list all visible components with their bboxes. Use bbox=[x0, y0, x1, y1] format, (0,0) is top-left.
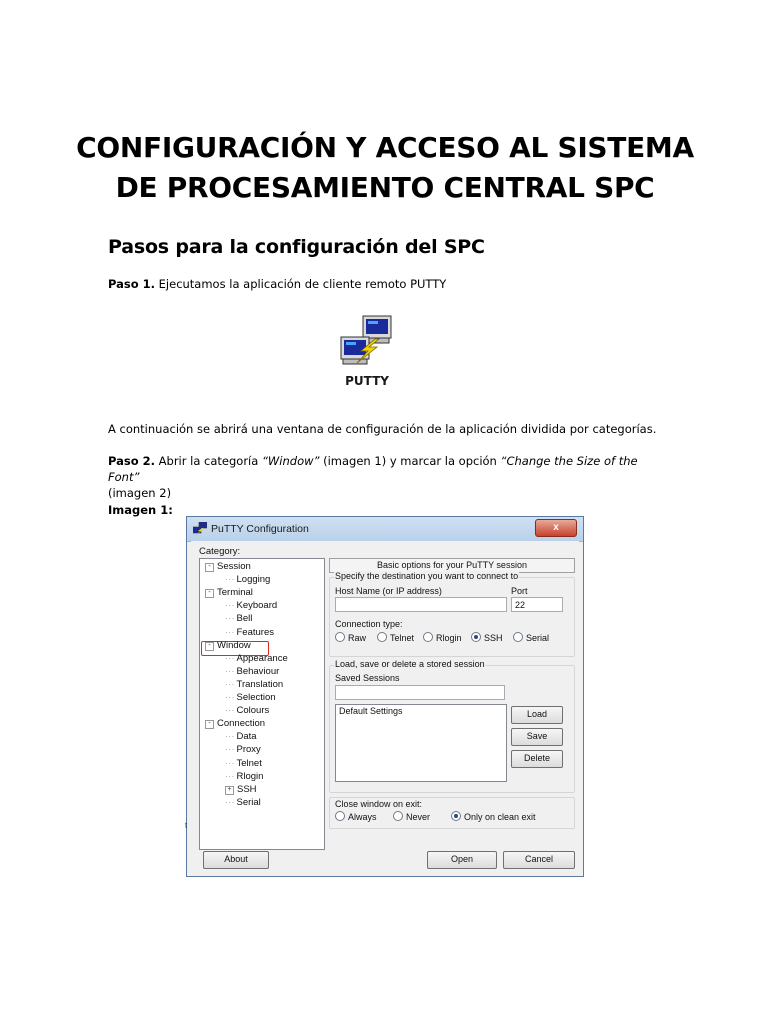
window-titlebar[interactable] bbox=[187, 517, 583, 542]
radio-label: Raw bbox=[348, 633, 367, 643]
delete-button[interactable]: Delete bbox=[511, 750, 563, 768]
radio-label: Never bbox=[406, 812, 431, 822]
radio-dot bbox=[451, 811, 461, 821]
expand-icon[interactable]: + bbox=[225, 786, 234, 795]
radio-dot bbox=[513, 632, 523, 642]
tree-connector: ··· bbox=[225, 731, 235, 743]
tree-item-behaviour[interactable] bbox=[225, 666, 279, 678]
tree-item-label: Session bbox=[217, 561, 251, 572]
destination-group-label: Specify the destination you want to connect to bbox=[335, 571, 519, 581]
radio-dot bbox=[335, 811, 345, 821]
open-button[interactable]: Open bbox=[427, 851, 497, 869]
step-2-text-1: Abrir la categoría bbox=[155, 454, 262, 468]
image-1-label: Imagen 1: bbox=[108, 503, 173, 517]
tree-connector: ··· bbox=[225, 600, 235, 612]
collapse-icon[interactable]: - bbox=[205, 642, 214, 651]
putty-small-icon bbox=[193, 522, 207, 535]
radio-dot bbox=[393, 811, 403, 821]
step-2-option-term: “Change the Size of the Font” bbox=[108, 454, 638, 484]
tree-item-label: Proxy bbox=[236, 744, 261, 756]
tree-item-telnet[interactable] bbox=[225, 758, 262, 770]
tree-item-label: Features bbox=[236, 626, 274, 638]
section-heading: Pasos para la configuración del SPC bbox=[108, 236, 485, 258]
tree-item-label: Colours bbox=[236, 705, 270, 717]
about-button[interactable]: About bbox=[203, 851, 269, 869]
port-label: Port bbox=[511, 586, 528, 596]
window-title: PuTTY Configuration bbox=[211, 523, 309, 535]
radio-dot bbox=[471, 632, 481, 642]
connection-radio-telnet[interactable] bbox=[377, 632, 414, 643]
tree-item-translation[interactable] bbox=[225, 679, 283, 691]
tree-item-label: SSH bbox=[237, 783, 257, 795]
collapse-icon[interactable]: - bbox=[205, 720, 214, 729]
tree-connector: ··· bbox=[225, 626, 235, 638]
tree-item-ssh[interactable] bbox=[225, 784, 257, 796]
radio-label: SSH bbox=[484, 633, 503, 643]
category-tree[interactable] bbox=[199, 558, 325, 850]
tree-item-label: Window bbox=[217, 639, 251, 651]
continuation-paragraph: A continuación se abrirá una ventana de configuración de la aplicación dividida por categorías. bbox=[108, 422, 657, 436]
load-button[interactable]: Load bbox=[511, 706, 563, 724]
tree-item-connection[interactable] bbox=[205, 718, 265, 730]
step-2-text-2: (imagen 1) y marcar la opción bbox=[319, 454, 501, 468]
close-button[interactable]: x bbox=[535, 519, 577, 537]
sessions-group-label: Load, save or delete a stored session bbox=[335, 659, 485, 669]
port-input[interactable]: 22 bbox=[511, 597, 563, 612]
tree-connector: ··· bbox=[225, 678, 235, 690]
radio-dot bbox=[423, 632, 433, 642]
tree-connector: ··· bbox=[225, 613, 235, 625]
tree-connector: ··· bbox=[225, 574, 235, 586]
title-line-1: CONFIGURACIÓN Y ACCESO AL SISTEMA bbox=[76, 131, 694, 164]
radio-label: Telnet bbox=[390, 633, 415, 643]
tree-item-colours[interactable] bbox=[225, 705, 269, 717]
tree-connector: ··· bbox=[225, 744, 235, 756]
tree-item-label: Behaviour bbox=[236, 665, 280, 677]
radio-label: Only on clean exit bbox=[464, 812, 536, 822]
save-button[interactable]: Save bbox=[511, 728, 563, 746]
tree-item-label: Bell bbox=[236, 613, 253, 625]
tree-item-keyboard[interactable] bbox=[225, 600, 277, 612]
cancel-button[interactable]: Cancel bbox=[503, 851, 575, 869]
tree-item-bell[interactable] bbox=[225, 613, 252, 625]
tree-connector: ··· bbox=[225, 665, 235, 677]
tree-connector: ··· bbox=[225, 692, 235, 703]
radio-label: Always bbox=[348, 812, 377, 822]
exit-radio-never[interactable] bbox=[393, 811, 430, 822]
host-label: Host Name (or IP address) bbox=[335, 586, 442, 596]
tree-item-selection[interactable] bbox=[225, 692, 276, 704]
saved-sessions-label: Saved Sessions bbox=[335, 673, 400, 683]
tree-connector: ··· bbox=[225, 652, 235, 664]
radio-label: Rlogin bbox=[436, 633, 462, 643]
document-title bbox=[60, 128, 710, 208]
sessions-listbox[interactable] bbox=[335, 704, 507, 782]
tree-item-label: Data bbox=[236, 731, 257, 743]
tree-connector: ··· bbox=[225, 796, 235, 808]
exit-radio-only-on-clean-exit[interactable] bbox=[451, 811, 536, 822]
radio-dot bbox=[335, 632, 345, 642]
step-1-paragraph bbox=[108, 276, 446, 292]
tree-item-rlogin[interactable] bbox=[225, 771, 263, 783]
category-label: Category: bbox=[199, 546, 241, 557]
tree-connector: ··· bbox=[225, 705, 235, 717]
collapse-icon[interactable]: - bbox=[205, 589, 214, 598]
connection-radio-ssh[interactable] bbox=[471, 632, 503, 643]
tree-item-logging[interactable] bbox=[225, 574, 270, 586]
tree-item-terminal[interactable] bbox=[205, 587, 253, 599]
radio-dot bbox=[377, 632, 387, 642]
tree-item-data[interactable] bbox=[225, 731, 257, 743]
tree-connector: ··· bbox=[225, 757, 235, 769]
putty-icon-caption: PUTTY bbox=[345, 374, 389, 388]
panel-title: Basic options for your PuTTY session bbox=[329, 558, 575, 573]
tree-item-label: Rlogin bbox=[236, 770, 264, 782]
tree-item-label: Serial bbox=[236, 796, 261, 808]
tree-item-label: Keyboard bbox=[236, 600, 278, 612]
radio-label: Serial bbox=[526, 633, 550, 643]
tree-item-window[interactable] bbox=[205, 640, 251, 652]
exit-radio-always[interactable] bbox=[335, 811, 377, 822]
tree-item-session[interactable] bbox=[205, 561, 251, 573]
close-on-exit-label: Close window on exit: bbox=[335, 799, 423, 809]
step-2-label: Paso 2. bbox=[108, 454, 155, 468]
connection-radio-rlogin[interactable] bbox=[423, 632, 462, 643]
step-2-paragraph bbox=[108, 453, 668, 501]
tree-item-label: Terminal bbox=[217, 587, 253, 599]
tree-item-label: Connection bbox=[217, 718, 266, 730]
tree-item-label: Telnet bbox=[236, 757, 262, 769]
connection-type-label: Connection type: bbox=[335, 619, 403, 629]
session-list-item[interactable]: Default Settings bbox=[339, 706, 403, 716]
saved-sessions-input[interactable] bbox=[335, 685, 505, 700]
tree-item-serial[interactable] bbox=[225, 797, 261, 809]
tree-item-label: Translation bbox=[236, 678, 284, 690]
window-body bbox=[185, 541, 579, 872]
collapse-icon[interactable]: - bbox=[205, 563, 214, 572]
step-1-label: Paso 1. bbox=[108, 277, 155, 291]
tree-item-appearance[interactable] bbox=[225, 653, 288, 665]
step-1-text: Ejecutamos la aplicación de cliente remoto PUTTY bbox=[155, 277, 447, 291]
putty-icon bbox=[337, 311, 397, 391]
tree-item-proxy[interactable] bbox=[225, 744, 261, 756]
host-input[interactable] bbox=[335, 597, 507, 612]
tree-item-label: Logging bbox=[236, 574, 271, 586]
stray-mark: t bbox=[185, 821, 188, 830]
tree-item-features[interactable] bbox=[225, 627, 274, 639]
tree-item-label: Selection bbox=[236, 692, 276, 703]
connection-radio-raw[interactable] bbox=[335, 632, 366, 643]
connection-radio-serial[interactable] bbox=[513, 632, 549, 643]
tree-connector: ··· bbox=[225, 770, 235, 782]
step-2-window-term: “Window” bbox=[261, 454, 320, 468]
putty-config-window bbox=[186, 516, 584, 877]
title-line-2: DE PROCESAMIENTO CENTRAL SPC bbox=[115, 171, 655, 204]
step-2-text-3: (imagen 2) bbox=[108, 486, 172, 500]
tree-item-label: Appearance bbox=[236, 652, 288, 664]
